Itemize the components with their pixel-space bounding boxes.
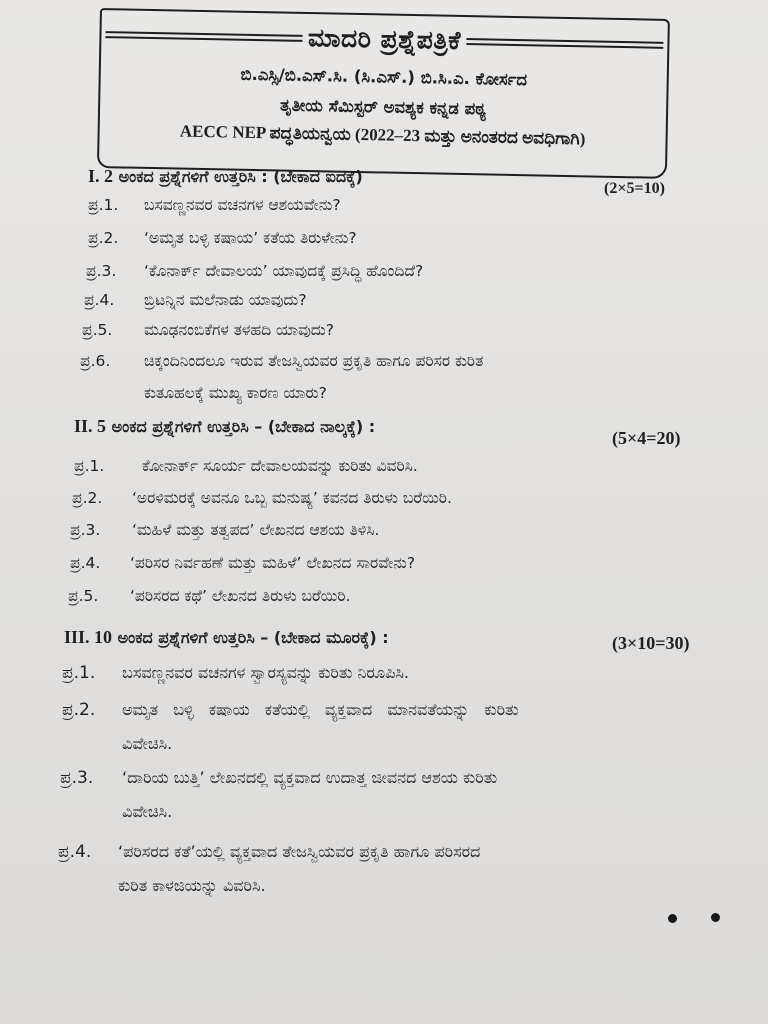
section-2-question-5	[68, 587, 708, 611]
section-2-marks: (5×4=20)	[612, 428, 681, 448]
question-text-continued: ವಿವೇಚಿಸಿ.	[122, 802, 173, 821]
section-2-heading	[74, 416, 375, 437]
title-left-rule	[105, 31, 302, 42]
section-2-number: II. 5	[74, 416, 107, 436]
section-1-title: ಅಂಕದ ಪ್ರಶ್ನೆಗಳಿಗೆ ಉತ್ತರಿಸಿ : (ಬೇಕಾದ ಐದಕ್ಕೆ)	[118, 167, 363, 186]
question-text: ‘ಅರಳಿಮರಕ್ಕೆ ಅವನೂ ಒಬ್ಬ ಮನುಷ್ಯ’ ಕವನದ ತಿರುಳು ಬರೆಯಿರಿ.	[132, 489, 452, 507]
continuation-dot	[711, 913, 720, 922]
section-3-question-4	[58, 842, 724, 902]
page-title: ಮಾದರಿ ಪ್ರಶ್ನೆಪತ್ರಿಕೆ	[307, 23, 462, 55]
semester-line: ತೃತೀಯ ಸೆಮಿಸ್ಟರ್ ಅವಶ್ಯಕ ಕನ್ನಡ ಪಠ್ಯ	[279, 95, 487, 119]
question-label: ಪ್ರ.3.	[86, 262, 117, 280]
question-label: ಪ್ರ.1.	[88, 196, 119, 214]
section-3-question-2	[62, 700, 722, 760]
question-text: ಕೋನಾರ್ಕ್ ಸೂರ್ಯ ದೇವಾಲಯವನ್ನು ಕುರಿತು ವಿವರಿಸಿ.	[142, 457, 418, 475]
question-text: ಬಸವಣ್ಣನವರ ವಚನಗಳ ಸ್ವಾರಸ್ಯವನ್ನು ಕುರಿತು ನಿರೂಪಿಸಿ.	[122, 663, 409, 682]
question-label: ಪ್ರ.4.	[70, 554, 101, 572]
question-text: ‘ಪರಿಸರದ ಕಥೆ’ ಲೇಖನದ ತಿರುಳು ಬರೆಯಿರಿ.	[130, 587, 351, 605]
question-label: ಪ್ರ.1.	[74, 457, 105, 475]
question-label: ಪ್ರ.5.	[68, 587, 99, 605]
question-text: ‘ಅಮೃತ ಬಳ್ಳಿ ಕಷಾಯ’ ಕತೆಯ ತಿರುಳೇನು?	[144, 229, 357, 247]
section-3-heading	[64, 627, 389, 648]
continuation-dot	[668, 914, 677, 923]
section-3-question-1	[62, 663, 722, 689]
scheme-line: AECC NEP ಪದ್ಧತಿಯನ್ವಯ (2022–23 ಮತ್ತು ಅನಂತರದ ಅವಧಿಗಾಗಿ)	[179, 121, 586, 149]
section-1-question-5	[82, 321, 722, 345]
section-3-number: III. 10	[64, 627, 113, 647]
section-3-title: ಅಂಕದ ಪ್ರಶ್ನೆಗಳಿಗೆ ಉತ್ತರಿಸಿ – (ಬೇಕಾದ ಮೂರಕ್ಕೆ) :	[117, 628, 389, 647]
question-text: ‘ಪರಿಸರದ ಕತೆ’ಯಲ್ಲಿ ವ್ಯಕ್ತವಾದ ತೇಜಸ್ವಿಯವರ ಪ್ರಕೃತಿ ಹಾಗೂ ಪರಿಸರದ	[118, 842, 481, 861]
title-right-rule	[467, 38, 664, 49]
section-1-heading	[88, 166, 363, 187]
question-label: ಪ್ರ.6.	[80, 352, 111, 370]
question-text: ‘ಕೊನಾರ್ಕ್ ದೇವಾಲಯ’ ಯಾವುದಕ್ಕೆ ಪ್ರಸಿದ್ಧಿ ಹೊಂದಿದೆ?	[144, 262, 424, 280]
question-text: ಬ್ರಿಟನ್ನಿನ ಮಲೆನಾಡು ಯಾವುದು?	[144, 291, 307, 309]
question-label: ಪ್ರ.3.	[70, 521, 101, 539]
section-1-question-2	[88, 229, 728, 253]
header-box	[97, 8, 670, 179]
title-row	[101, 16, 668, 63]
question-label: ಪ್ರ.2.	[72, 489, 103, 507]
question-text: ಅಮೃತ ಬಳ್ಳಿ ಕಷಾಯ ಕತೆಯಲ್ಲಿ ವ್ಯಕ್ತವಾದ ಮಾನವತೆಯನ್ನು ಕುರಿತು	[122, 700, 519, 719]
question-label: ಪ್ರ.2.	[62, 700, 96, 720]
question-label: ಪ್ರ.5.	[82, 321, 113, 339]
section-1-question-1	[88, 196, 728, 220]
section-3-question-3	[60, 768, 722, 828]
question-label: ಪ್ರ.2.	[88, 229, 119, 247]
question-label: ಪ್ರ.4.	[58, 842, 92, 862]
question-text: ‘ಪರಿಸರ ನಿರ್ವಹಣೆ ಮತ್ತು ಮಹಿಳೆ’ ಲೇಖನದ ಸಾರವೇನು?	[130, 554, 416, 572]
question-text: ಬಸವಣ್ಣನವರ ವಚನಗಳ ಆಶಯವೇನು?	[144, 196, 341, 214]
section-1-question-6	[80, 352, 720, 408]
question-label: ಪ್ರ.1.	[62, 663, 96, 683]
question-text-continued: ಕುರಿತ ಕಾಳಜಿಯನ್ನು ವಿವರಿಸಿ.	[118, 876, 266, 895]
section-1-number: I. 2	[88, 166, 114, 186]
section-2-question-3	[70, 521, 710, 545]
course-line: ಬಿ.ಎಸ್ಸಿ/ಬಿ.ಎಸ್.ಸಿ. (ಸಿ.ಎಸ್.) ಬಿ.ಸಿ.ಎ. ಕೋರ್ಸದ	[240, 64, 528, 90]
section-2-title: ಅಂಕದ ಪ್ರಶ್ನೆಗಳಿಗೆ ಉತ್ತರಿಸಿ – (ಬೇಕಾದ ನಾಲ್ಕಕ್ಕೆ) :	[111, 417, 376, 436]
section-1-question-3	[86, 262, 726, 286]
question-text: ಚಿಕ್ಕಂದಿನಿಂದಲೂ ಇರುವ ತೇಜಸ್ವಿಯವರ ಪ್ರಕೃತಿ ಹಾಗೂ ಪರಿಸರ ಕುರಿತ	[144, 352, 484, 370]
section-1-question-4	[84, 291, 724, 315]
question-text: ‘ಮಹಿಳೆ ಮತ್ತು ತತ್ವಪದ’ ಲೇಖನದ ಆಶಯ ತಿಳಿಸಿ.	[132, 521, 380, 539]
section-3-marks: (3×10=30)	[612, 633, 690, 653]
section-2-question-4	[70, 554, 710, 578]
section-1-marks: (2×5=10)	[604, 180, 665, 197]
question-label: ಪ್ರ.4.	[84, 291, 115, 309]
question-label: ಪ್ರ.3.	[60, 768, 94, 788]
question-text: ಮೂಢನಂಬಿಕೆಗಳ ತಳಹದಿ ಯಾವುದು?	[144, 321, 334, 339]
section-2-question-1	[74, 457, 714, 481]
section-2-question-2	[72, 489, 712, 513]
question-text-continued: ವಿವೇಚಿಸಿ.	[122, 734, 173, 753]
question-text: ‘ದಾರಿಯ ಬುತ್ತಿ’ ಲೇಖನದಲ್ಲಿ ವ್ಯಕ್ತವಾದ ಉದಾತ್ತ ಜೀವನದ ಆಶಯ ಕುರಿತು	[122, 768, 498, 787]
question-text-continued: ಕುತೂಹಲಕ್ಕೆ ಮುಖ್ಯ ಕಾರಣ ಯಾರು?	[144, 384, 327, 402]
